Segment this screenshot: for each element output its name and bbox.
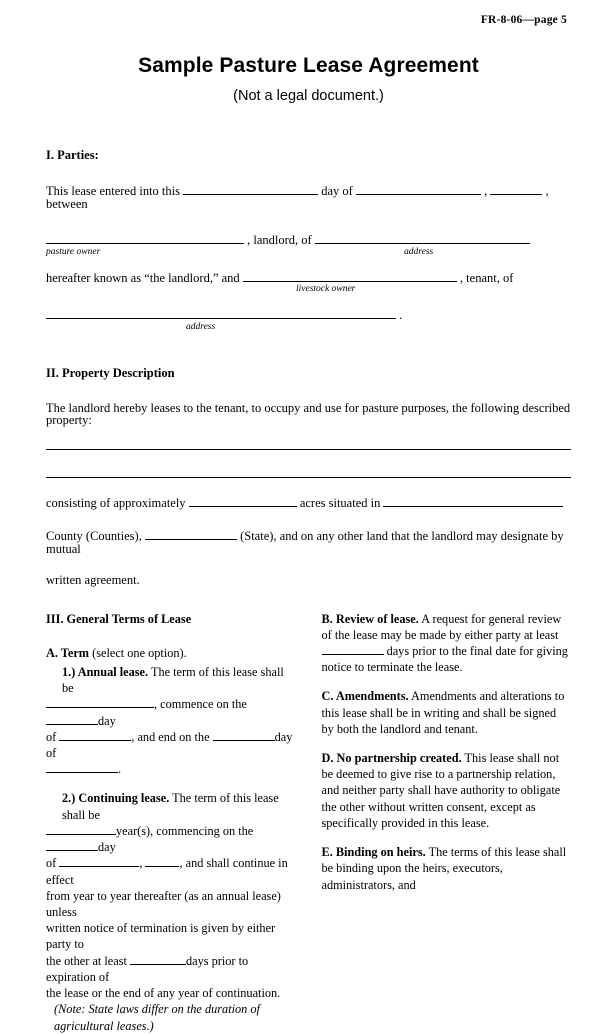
- term-a2-line7: the lease or the end of any year of continuation.: [46, 986, 281, 1001]
- caption-address-tenant: address: [186, 321, 216, 332]
- property-acres-line: [46, 495, 571, 510]
- property-written-agreement: written agreement.: [46, 573, 140, 587]
- term-a2: [46, 790, 296, 822]
- page-subtitle: (Not a legal document.): [233, 88, 384, 104]
- blank-line-state: [145, 528, 237, 540]
- property-county-text-b: (State), and on any other land that the landlord may designate by mutual: [46, 529, 564, 556]
- term-c-text: Amendments and alterations to this lease shall be in writing and shall be signed by both the landlord and tenant.: [321, 689, 565, 736]
- parties-line3-text-a: hereafter known as “the landlord,” and: [46, 270, 240, 285]
- term-b-text: A request for general review of the lease may be made by either party at least: [321, 611, 562, 642]
- term-a2-line6-a: the other at least: [46, 953, 127, 968]
- blank-line-annual-end-day: [213, 730, 275, 741]
- property-county-line: [46, 528, 571, 555]
- parties-line-1: [46, 183, 571, 210]
- page-header-code: FR-8-06—page 5: [480, 14, 567, 26]
- term-a1-line3-c: day of: [46, 729, 293, 761]
- term-a2-label: 2.) Continuing lease.: [62, 791, 170, 806]
- blank-line-property-1: [46, 448, 571, 450]
- blank-line-landlord-address: [315, 232, 530, 244]
- section-heading-parties: I. Parties:: [46, 148, 99, 162]
- blank-line-notice-days: [130, 954, 186, 965]
- property-intro: The landlord hereby leases to the tenant, to occupy and use for pasture purposes, the following described property:: [46, 400, 571, 427]
- term-a2-line3-b: ,: [139, 856, 143, 871]
- term-a1-line2: [46, 696, 296, 728]
- term-a-label: A. Term: [46, 645, 90, 660]
- caption-livestock-owner: livestock owner: [296, 284, 356, 294]
- parties-captions-3: [46, 322, 571, 334]
- parties-line-3: [46, 270, 571, 285]
- blank-line-livestock-owner: [243, 270, 457, 282]
- property-acres-text-a: consisting of approximately: [46, 495, 186, 510]
- term-a1-text: The term of this lease shall be: [62, 664, 284, 696]
- term-b-text2: days prior to the final date for giving notice to terminate the lease.: [321, 643, 568, 675]
- blank-line-continuing-years: [46, 824, 116, 835]
- caption-address-landlord: address: [404, 246, 434, 257]
- term-a1-line4-text: .: [118, 762, 122, 777]
- term-a2-line6-b: days prior to expiration of: [46, 953, 249, 984]
- blank-line-annual-commence: [46, 714, 98, 725]
- parties-captions-2: [46, 284, 571, 296]
- term-a2-line3-a: of: [46, 856, 57, 871]
- term-a1: [46, 664, 296, 696]
- section-heading-terms: III. General Terms of Lease: [46, 611, 192, 626]
- term-a1-label: 1.) Annual lease.: [62, 664, 149, 679]
- parties-line4-text: .: [399, 308, 403, 322]
- parties-line1-text-a: This lease entered into this: [46, 184, 180, 198]
- blank-line-year: [490, 183, 542, 195]
- blank-line-annual-month-start: [59, 730, 131, 741]
- term-d-text: This lease shall not be deemed to give rise to a partnership relation, and neither party shall have authority to obligate the other without written consent, except as specifically provided in this lease.: [321, 751, 561, 830]
- term-a: [46, 645, 296, 661]
- blank-line-property-2: [46, 476, 571, 478]
- term-a1-line3-b: , and end on the: [131, 729, 210, 744]
- term-a1-line2-b: day: [98, 713, 116, 728]
- parties-line1-text-b: day of: [321, 184, 353, 198]
- parties-line1-text-d: , between: [46, 184, 549, 211]
- term-a-text: (select one option).: [89, 645, 187, 660]
- term-b: [322, 611, 572, 676]
- parties-line-4: [46, 307, 571, 322]
- term-a2-line5: written notice of termination is given by either party to: [46, 921, 276, 952]
- term-a2-line2-a: year(s), commencing on the: [116, 823, 254, 838]
- property-county-text-a: County (Counties),: [46, 529, 142, 543]
- term-a2-line2: [46, 823, 296, 855]
- term-a1-line2-a: , commence on the: [154, 697, 247, 712]
- term-a1-line3: [46, 729, 296, 761]
- blank-line-continuing-year: [145, 856, 179, 867]
- term-e: [322, 844, 572, 893]
- blank-line-continuing-day: [46, 840, 98, 851]
- section-heading-property: II. Property Description: [46, 365, 175, 380]
- term-b-label: B. Review of lease.: [321, 611, 419, 626]
- parties-captions-1: [46, 247, 571, 259]
- term-a2-line3: [46, 855, 296, 887]
- terms-columns: [46, 611, 571, 1034]
- blank-line-situated-in: [383, 495, 563, 507]
- term-c-label: C. Amendments.: [321, 689, 409, 704]
- term-d: [322, 750, 572, 831]
- term-a2-line4: from year to year thereafter (as an annual lease) unless: [46, 888, 281, 919]
- terms-left-column: [46, 611, 296, 1034]
- term-a1-line3-a: of: [46, 729, 57, 744]
- term-d-label: D. No partnership created.: [321, 751, 462, 766]
- term-a-note: (Note: State laws differ on the duration of agricultural leases.): [54, 1002, 260, 1033]
- blank-line-month: [356, 183, 481, 195]
- blank-line-annual-term: [46, 697, 154, 708]
- parties-line1-text-c: ,: [484, 184, 488, 198]
- parties-line2-text-a: , landlord, of: [247, 233, 312, 247]
- blank-line-review-days: [322, 644, 384, 655]
- blank-line-date-day: [183, 183, 318, 195]
- blank-line-pasture-owner: [46, 232, 244, 244]
- blank-line-acres: [189, 495, 297, 507]
- term-a1-line4: [46, 761, 296, 777]
- parties-line3-text-b: , tenant, of: [459, 270, 514, 285]
- term-a2-line3-c: , and shall continue in effect: [46, 856, 288, 887]
- term-c: [322, 688, 572, 737]
- blank-line-continuing-month: [59, 856, 139, 867]
- term-a2-text: The term of this lease shall be: [62, 791, 279, 822]
- term-a2-line6: [46, 953, 296, 985]
- page-title: Sample Pasture Lease Agreement: [138, 54, 479, 77]
- caption-pasture-owner: pasture owner: [46, 246, 101, 257]
- terms-right-column: [322, 611, 572, 1034]
- term-e-text: The terms of this lease shall be binding upon the heirs, executors, administrators, and: [321, 845, 567, 892]
- blank-line-tenant-address: [46, 307, 396, 319]
- term-e-label: E. Binding on heirs.: [321, 845, 426, 860]
- parties-line-2: [46, 232, 571, 247]
- term-a2-line2-b: day: [98, 840, 116, 855]
- blank-line-annual-end-month: [46, 762, 118, 773]
- property-acres-text-b: acres situated in: [299, 495, 381, 510]
